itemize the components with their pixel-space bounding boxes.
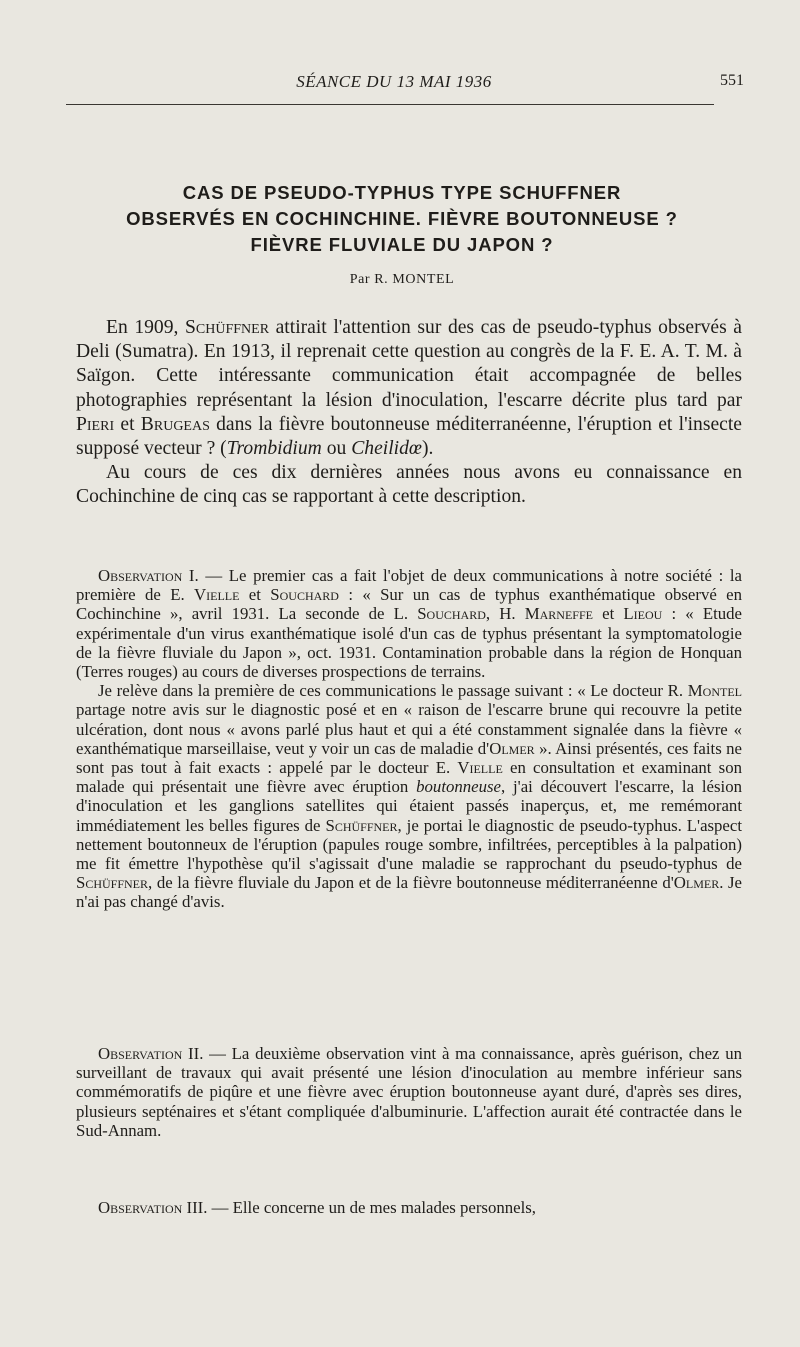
observation-label: Observation III. bbox=[98, 1198, 208, 1217]
article-title bbox=[70, 180, 734, 258]
text-run: En 1909, bbox=[106, 317, 185, 338]
title-line-2: OBSERVÉS EN COCHINCHINE. FIÈVRE BOUTONNEUSE ? bbox=[126, 208, 678, 229]
intro-paragraph-1 bbox=[76, 316, 742, 461]
text-run: Je relève dans la première de ces communications le passage suivant : « Le docteur R. bbox=[98, 681, 688, 701]
observation-2-paragraph bbox=[76, 1044, 742, 1140]
author-name: Souchard bbox=[270, 585, 339, 605]
author-name: Schüffner bbox=[325, 815, 398, 835]
text-run: : « Sur un cas de typhus exanthématique observé en Cochinchine », avril 1931. La seconde de L. bbox=[76, 585, 742, 624]
emphasis: boutonneuse bbox=[416, 777, 501, 797]
running-title: SÉANCE DU 13 MAI 1936 bbox=[296, 72, 492, 91]
observation-1-quote-paragraph bbox=[76, 681, 742, 911]
text-run: en consultation et examinant son malade qui présentait une fièvre avec éruption bbox=[76, 758, 742, 797]
author-name: Montel bbox=[687, 681, 742, 701]
text-run: dans la fièvre boutonneuse méditerranéenne, l'éruption et l'insecte supposé vecteur ? ( bbox=[76, 413, 742, 460]
intro-section bbox=[76, 316, 742, 510]
byline: Par R. MONTEL bbox=[349, 272, 455, 287]
observation-3 bbox=[76, 1198, 742, 1217]
genus-name: Trombidium bbox=[226, 438, 322, 460]
text-run: , j'ai découvert l'escarre, la lésion d'inoculation et les ganglions satellites qui étaient passés inaperçus, et, me remémorant immédiatement les belles figures de bbox=[76, 777, 742, 835]
author-name: Schüffner bbox=[76, 873, 149, 893]
author-name: Lieou bbox=[623, 604, 663, 624]
text-run: et bbox=[114, 413, 141, 435]
text-run: , je portai le diagnostic de pseudo-typhus. L'aspect nettement boutonneux de l'éruption (papules rouge sombre, infiltrées, perceptibles à la palpation) me fit émettre l'hypothèse qu'il s'agissait d'une maladie se rapprochant du pseudo-typhus de bbox=[76, 815, 742, 874]
observation-2 bbox=[76, 1044, 742, 1140]
observation-1-paragraph bbox=[76, 566, 742, 681]
text-run: attirait l'attention sur des cas de pseudo-typhus observés à Deli (Sumatra). En 1913, il reprenait cette question au congrès de la F. E. A. T. M. à Saïgon. Cette intéressante communication était accompagnée de belles photographies représentant la lésion d'inoculation, l'escarre décrite plus tard par bbox=[76, 317, 742, 411]
observation-label: Observation II. bbox=[98, 1044, 204, 1063]
text-run: — La deuxième observation vint à ma connaissance, après guérison, chez un surveillant de travaux qui avait présenté une lésion d'inoculation au membre inférieur sans commémoratifs de piqûre et une fièvre avec éruption boutonneuse ayant duré, d'après ses dires, plusieurs septénaires et s'étant compliquée d'albuminurie. L'affection aurait été contractée dans le Sud-Annam. bbox=[76, 1044, 742, 1140]
observation-1 bbox=[76, 566, 742, 912]
author-name: Souchard bbox=[417, 604, 486, 624]
text-run: , de la fièvre fluviale du Japon et de la fièvre boutonneuse méditerranéenne d' bbox=[148, 873, 674, 893]
header-rule bbox=[66, 104, 714, 105]
text-run: ». Ainsi présentés, ces faits ne sont pas tout à fait exacts : appelé par le docteur E. bbox=[76, 738, 742, 778]
intro-paragraph-2: Au cours de ces dix dernières années nous avons eu connaissance en Cochinchine de cinq cas se rapportant à cette description. bbox=[76, 462, 742, 508]
text-run: — Elle concerne un de mes malades personnels, bbox=[207, 1198, 536, 1217]
text-run: , H. bbox=[485, 604, 525, 624]
page-number: 551 bbox=[720, 72, 744, 89]
author-name: Vielle bbox=[457, 758, 503, 778]
text-run: : « Etude expérimentale d'un virus exanthématique isolé d'un cas de typhus présentant la symptomatologie de la fièvre fluviale du Japon », oct. 1931. Contamination probable dans la région de Honquan (Terres rouges) au cours de diverses prospections de terrains. bbox=[76, 604, 742, 682]
observation-3-paragraph bbox=[76, 1198, 742, 1217]
author-name: Olmer bbox=[673, 873, 720, 893]
author-name: Pieri bbox=[76, 413, 115, 435]
title-line-3: FIÈVRE FLUVIALE DU JAPON ? bbox=[250, 234, 554, 255]
text-run: et bbox=[239, 585, 271, 605]
author-name: Brugeas bbox=[140, 413, 210, 435]
author-name: Olmer bbox=[489, 738, 535, 758]
observation-label: Observation I. bbox=[98, 566, 199, 585]
author-name: Marneffe bbox=[524, 604, 593, 624]
author-name: Vielle bbox=[194, 585, 240, 605]
text-run: et bbox=[592, 604, 624, 624]
text-run: partage notre avis sur le diagnostic posé et en « raison de l'escarre brune qui recouvre la petite ulcération, dont nous « avons parlé plus haut et qui a été constamment signalée dans la fièvre « exanthématique marseillaise, veut y voir un cas de maladie d' bbox=[76, 700, 742, 758]
title-line-1: CAS DE PSEUDO-TYPHUS TYPE SCHUFFNER bbox=[182, 182, 622, 203]
text-run: — Le premier cas a fait l'objet de deux communications à notre société : la première de E. bbox=[76, 566, 742, 605]
text-run: . Je n'ai pas changé d'avis. bbox=[76, 873, 742, 912]
author-name: Schüffner bbox=[185, 317, 270, 338]
text-run: ). bbox=[421, 438, 434, 460]
text-run: ou bbox=[321, 438, 352, 460]
genus-name: Cheilidœ bbox=[351, 438, 422, 460]
running-head bbox=[64, 72, 744, 100]
